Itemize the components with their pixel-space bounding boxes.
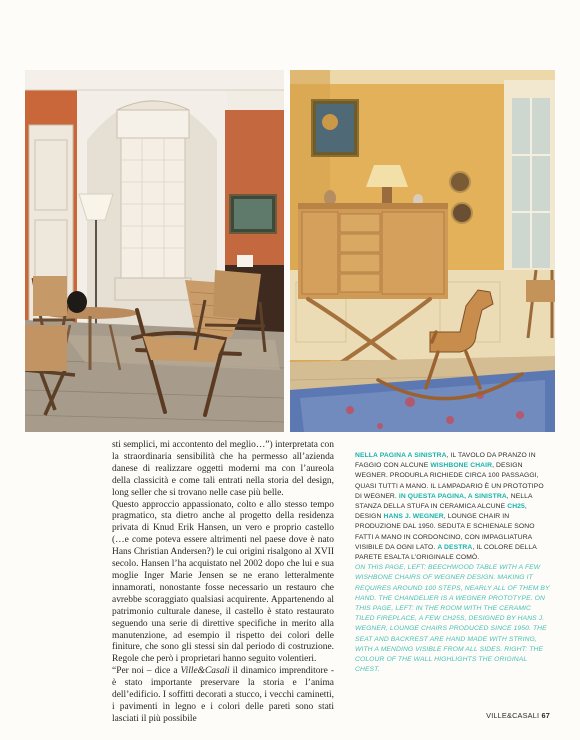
- page-folio: [486, 711, 550, 720]
- caption-product: CH25: [507, 503, 525, 511]
- photo-spread: [25, 70, 555, 432]
- caption-text: , DESIGN: [355, 503, 527, 521]
- quote-text: il dinamico imprenditore - è stato importante preservare la storia e l’anima dell’edificio. I soffitti decorati a stucco, i vecchi caminetti, i pavimenti in legno e i colori delle pareti sono stati lasciati il più possibile: [112, 666, 334, 724]
- caption-text: , DESIGN WEGNER. PRODURLA RICHIEDE CIRCA 100 PASSAGGI, QUASI TUTTI A MANO. IL LAMPADARIO È UN PROTOTIPO DI WEGNER.: [355, 462, 544, 500]
- magazine-name: Ville&Casali: [180, 666, 230, 677]
- quote-start: “Per noi – dice a: [112, 666, 181, 677]
- caption-product: WISHBONE CHAIR: [430, 462, 493, 470]
- caption-lead: NELLA PAGINA A SINISTRA: [355, 452, 447, 459]
- paragraph: sti semplici, mi accontento del meglio…”) interpretata con la straordinaria sensibilità che ha permesso all’azienda danese di realizzare oggetti moderni ma con l’aureola della classicità e come tali entrati nella storia del design, long seller che si trovano nelle case più belle.: [112, 440, 334, 498]
- caption-text: , NELLA STANZA DELLA STUFA IN CERAMICA ALCUNE: [355, 492, 533, 511]
- caption-english: ON THIS PAGE, LEFT: BEECHWOOD TABLE WITH A FEW WISHBONE CHAIRS OF WEGNER DESIGN. MAKING IT REQUIRES AROUND 100 STEPS, NEARLY ALL OF THEM BY HAND. THE CHANDELIER IS A WEGNER PROTOTYPE. ON THIS PAGE, LEFT: IN THE ROOM WITH THE CERAMIC TILED FIREPLACE, A FEW CH25S, DESIGNED BY HANS J. WEGNER, LOUNGE CHAIRS PRODUCED SINCE 1950. THE SEAT AND BACKREST ARE HAND MADE WITH STRING, WITH A MENDING VISIBLE FROM ALL SIDES. RIGHT: THE COLOUR OF THE WALL HIGHLIGHTS THE ORIGINAL CHEST.: [355, 564, 550, 674]
- photo-stove-room: [25, 70, 284, 432]
- article-body: [112, 440, 334, 726]
- paragraph: Questo approccio appassionato, colto e allo stesso tempo pragmatico, sta dietro anche al progetto della residenza privata di Knud Erik Hansen, un vero e proprio castello (…e come poteva essere altrimenti nel paese dove è nato Hans Christian Andersen?) le cui origini risalgono al XVII secolo. Hansen l’ha acquistato nel 2002 dopo che lui e sua moglie Inger Marie Jensen se ne erano letteralmente innamorati, nonostante fosse necessario un restauro che avrebbe scoraggiato qualsiasi acquirente. Appartenendo al patrimonio culturale danese, il castello è stato restaurato seguendo una serie di direttive specifiche in merito alla manutenzione, ad esempio il rispetto dei colori delle finiture, che sono gli stessi sin dal periodo di costruzione. Regole che però i proprietari hanno seguito volentieri.: [112, 499, 334, 665]
- photo-cabinet-room: [290, 70, 555, 432]
- magazine-title: VILLE&CASALI: [486, 711, 540, 720]
- caption-lead: A DESTRA: [437, 543, 473, 551]
- paragraph: [112, 666, 334, 726]
- caption-text: , IL TAVOLO DA PRANZO IN FAGGIO CON ALCUNE: [355, 452, 536, 470]
- caption-text: , LOUNGE CHAIR IN PRODUZIONE DAL 1950. SEDUTA E SCHIENALE SONO FATTI A MANO IN CORDONCINO, CON IMPAGLIATURA VISIBILE DA OGNI LATO.: [355, 513, 535, 551]
- caption-lead: IN QUESTA PAGINA, A SINISTRA: [398, 492, 507, 500]
- caption-text: , IL COLORE DELLA PARETE ESALTA L’ORIGINALE COMÒ.: [355, 543, 537, 562]
- caption-italian: [355, 451, 551, 563]
- page-number: 67: [541, 711, 550, 720]
- caption-designer: HANS J. WEGNER: [383, 513, 444, 521]
- photo-captions: [355, 451, 551, 675]
